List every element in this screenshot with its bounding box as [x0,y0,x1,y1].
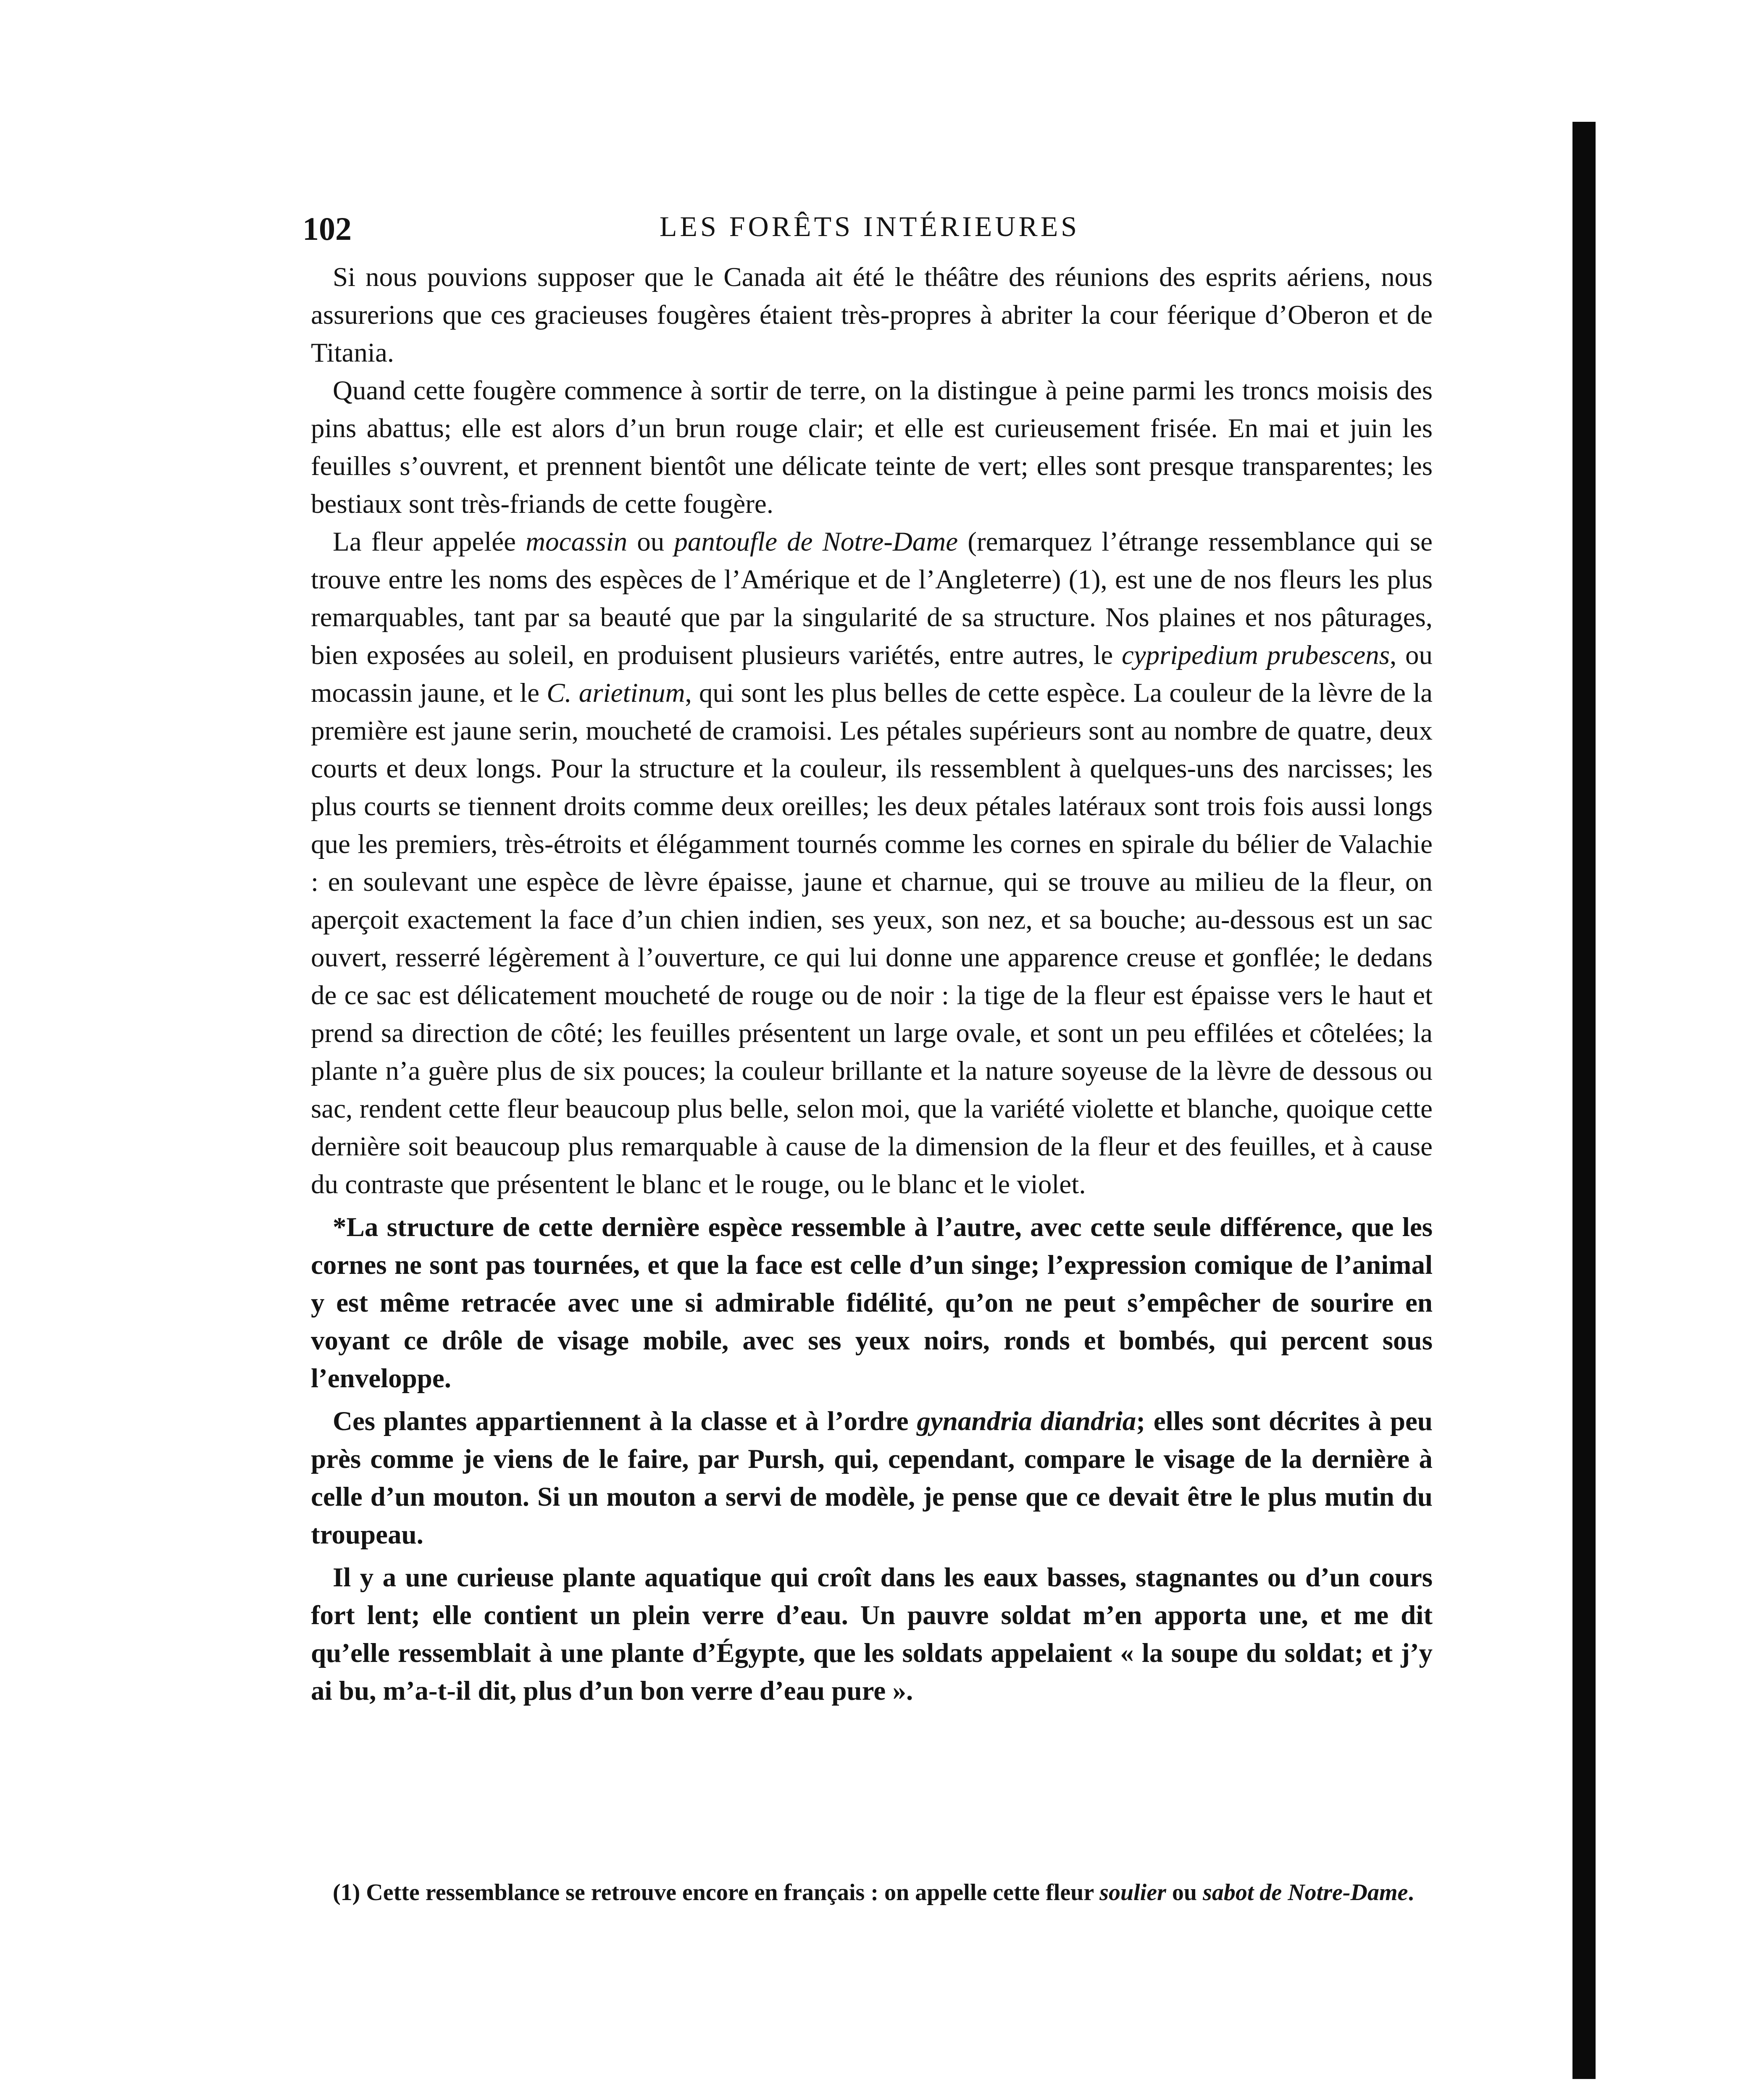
scan-edge-bar [1572,122,1596,2079]
paragraph [311,1402,1433,1554]
text-run: (remarquez l’étrange ressemblance qui se trouve entre les noms des espèces de l’Amérique et de l’Angleterre) (1), est une de nos fleurs les plus remarquables, tant par sa beauté que par la singularité de sa structure. Nos plaines et nos pâturages, bien exposées au soleil, en produisent plusieurs variétés, entre autres, le [311,527,1433,670]
text-run: *La structure de cette dernière espèce ressemble à l’autre, avec cette seule différence, que les cornes ne sont pas tournées, et que la face est celle d’un singe; l’expression comique de l’animal y est même retracée avec une si admirable fidélité, qu’on ne peut s’empêcher de sourire en voyant ce drôle de visage mobile, avec ses yeux noirs, ronds et bombés, qui percent sous l’enveloppe. [311,1212,1433,1394]
paragraph [311,1208,1433,1397]
text-run: ; elles sont décrites à peu près comme je viens de le faire, par Pursh, qui, cependant, compare le visage de la dernière à celle d’un mouton. Si un mouton a servi de modèle, je pense que ce devait être le plus mutin du troupeau. [311,1406,1433,1550]
text-run: , qui sont les plus belles de cette espèce. La couleur de la lèvre de la première est jaune serin, moucheté de cramoisi. Les pétales supérieurs sont au nombre de quatre, deux courts et deux longs. Pour la structure et la couleur, ils ressemblent à quelques-uns des narcisses; les plus courts se tiennent droits comme deux oreilles; les deux pétales latéraux sont trois fois aussi longs que les premiers, très-étroits et élégamment tournés comme les cornes en spirale du bélier de Valachie : en soulevant une espèce de lèvre épaisse, jaune et charnue, qui se trouve au milieu de la fleur, on aperçoit exactement la face d’un chien indien, ses yeux, son nez, et sa bouche; au-dessous est un sac ouvert, resserré légèrement à l’ouverture, ce qui lui donne une apparence creuse et gonflée; le dedans de ce sac est délicatement moucheté de rouge ou de noir : la tige de la fleur est épaisse vers le haut et prend sa direction de côté; les feuilles présentent un large ovale, et sont un peu effilées et côtelées; la plante n’a guère plus de six pouces; la couleur brillante et la nature soyeuse de la lèvre de dessous ou sac, rendent cette fleur beaucoup plus belle, selon moi, que la variété violette et blanche, quoique cette dernière soit beaucoup plus remarquable à cause de la dimension de la fleur et des feuilles, et à cause du contraste que présentent le blanc et le rouge, ou le blanc et le violet. [311,678,1433,1200]
text-run: Il y a une curieuse plante aquatique qui croît dans les eaux basses, stagnantes ou d’un cours fort lent; elle contient un plein verre d’eau. Un pauvre soldat m’en apporta une, et me dit qu’elle ressemblait à une plante d’Égypte, que les soldats appelaient « la soupe du soldat; et j’y ai bu, m’a-t-il dit, plus d’un bon verre d’eau pure ». [311,1562,1433,1706]
italic-run: gynandria diandria [917,1406,1136,1436]
text-run: Si nous pouvions supposer que le Canada ait été le théâtre des réunions des esprits aériens, nous assurerions que ces gracieuses fougères étaient très-propres à abriter la cour féerique d’Oberon et de Titania. [311,262,1433,368]
text-run: . [1408,1880,1414,1906]
italic-run: mocassin [526,527,628,557]
italic-run: pantoufle de Notre-Dame [674,527,958,557]
paragraph [311,1559,1433,1710]
page-header [302,210,1437,252]
page-number: 102 [302,210,352,247]
paragraph [311,523,1433,1203]
body-text [311,258,1433,1710]
text-run: Ces plantes appartiennent à la classe et à l’ordre [333,1406,917,1436]
footnote [311,1875,1433,1910]
italic-run: C. arietinum [547,678,685,708]
italic-run: sabot de Notre-Dame [1203,1880,1408,1906]
text-run: (1) Cette ressemblance se retrouve encore en français : on appelle cette fleur [333,1880,1100,1906]
text-run: ou [627,527,674,557]
italic-run: cypripedium prubescens [1121,640,1390,670]
text-run: , ou mocassin jaune, et le [311,640,1433,708]
text-run: La fleur appelée [333,527,526,557]
paragraph [311,372,1433,523]
text-run: Quand cette fougère commence à sortir de terre, on la distingue à peine parmi les troncs moisis des pins abattus; elle est alors d’un brun rouge clair; et elle est curieusement frisée. En mai et juin les feuilles s’ouvrent, et prennent bientôt une délicate teinte de vert; elles sont presque transparentes; les bestiaux sont très-friands de cette fougère. [311,375,1433,519]
paragraph [311,258,1433,372]
running-title: LES FORÊTS INTÉRIEURES [659,210,1080,242]
text-run: ou [1166,1880,1203,1906]
italic-run: soulier [1099,1880,1166,1906]
